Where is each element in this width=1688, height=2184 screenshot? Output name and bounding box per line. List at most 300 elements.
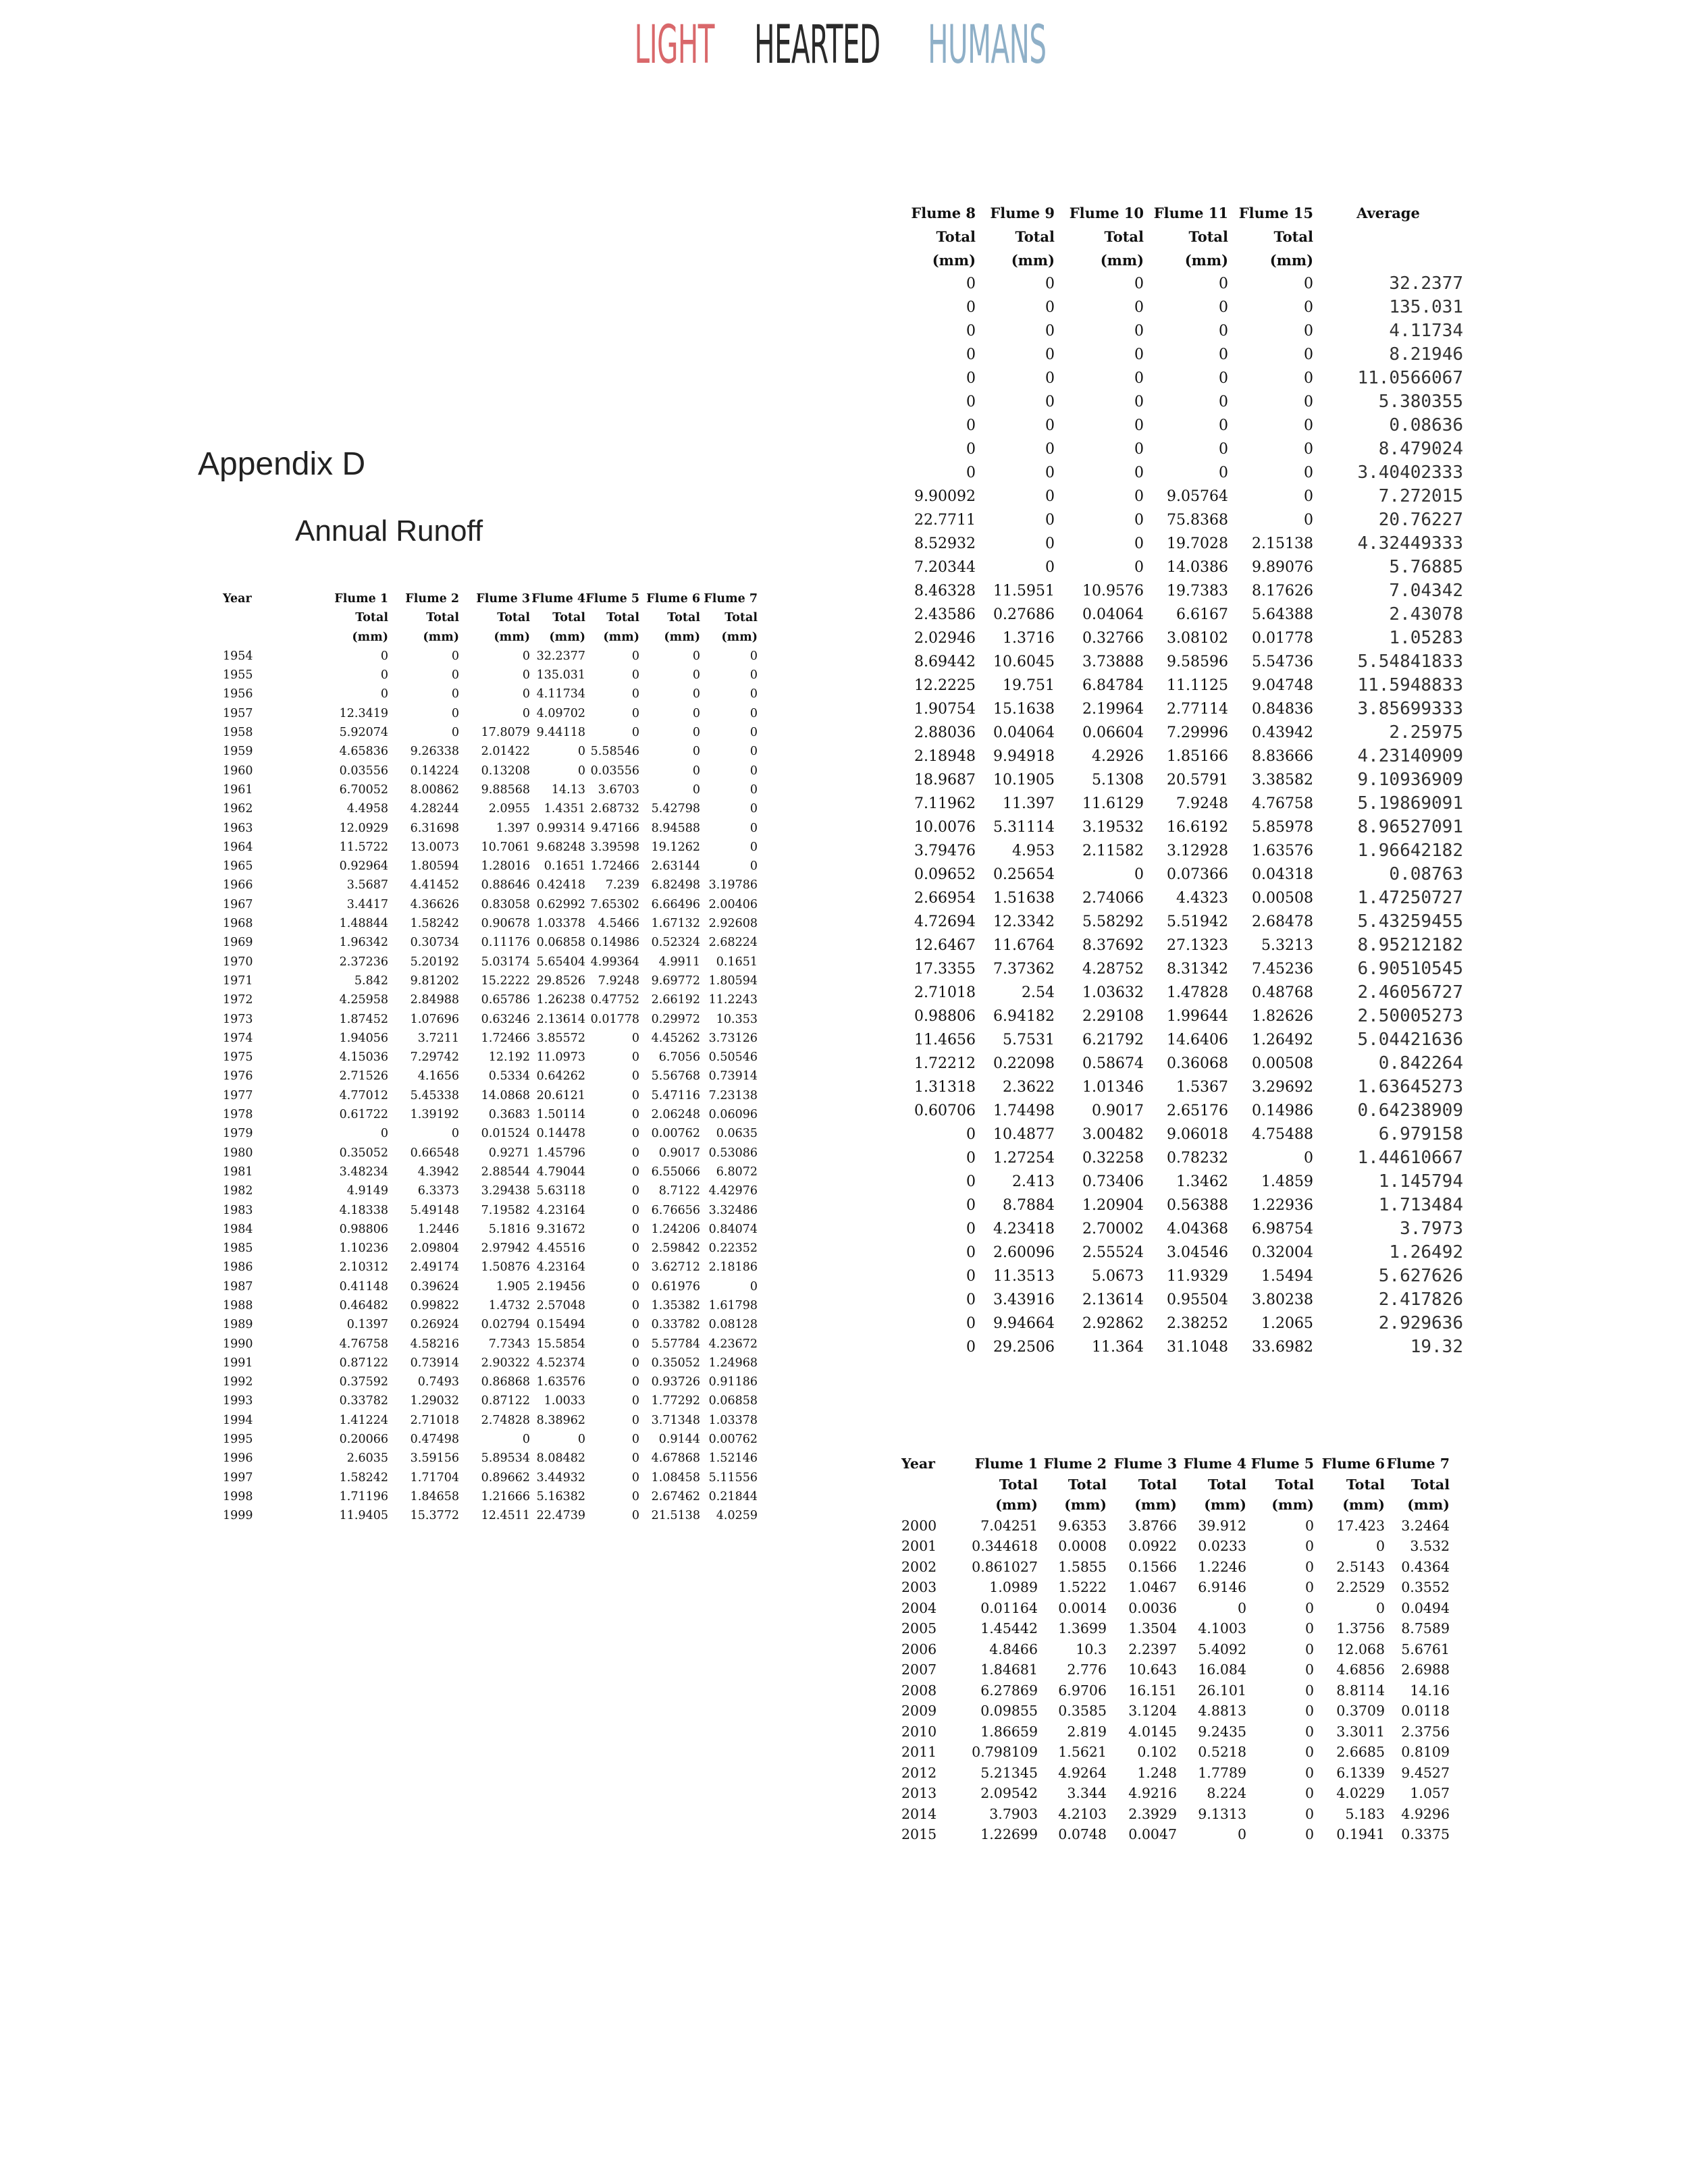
runoff-cell: 1.80594	[410, 859, 459, 874]
runoff-cell: 0.29972	[651, 1012, 700, 1026]
average-cell: 6.979158	[1378, 1124, 1463, 1144]
runoff-cell: 0	[631, 1451, 639, 1466]
runoff-cell: 2.90322	[481, 1356, 530, 1370]
runoff-cell: 0.52324	[651, 936, 700, 950]
runoff-cell: 0	[966, 1150, 976, 1167]
runoff-cell: 3.38582	[1252, 772, 1313, 789]
table-row	[223, 666, 758, 685]
table-row	[223, 1468, 758, 1487]
runoff-cell: 0	[631, 649, 639, 663]
column-header: Year	[901, 1456, 935, 1472]
runoff-cell: 5.842	[354, 974, 388, 988]
runoff-cell: 0.73406	[1082, 1173, 1144, 1190]
runoff-cell: 1.63576	[1252, 843, 1313, 859]
runoff-cell: 0	[1304, 1723, 1314, 1740]
runoff-cell: 0.0118	[1401, 1703, 1450, 1719]
runoff-cell: 1.27254	[993, 1150, 1055, 1167]
runoff-cell: 5.183	[1345, 1805, 1385, 1822]
runoff-cell: 1.41224	[339, 1413, 388, 1427]
runoff-cell: 5.47116	[651, 1088, 700, 1102]
runoff-cell: 0	[966, 1126, 976, 1143]
table-row	[891, 437, 1463, 461]
year-cell: 1960	[223, 764, 253, 778]
table-row	[223, 762, 758, 780]
runoff-cell: 0.78232	[1167, 1150, 1228, 1167]
runoff-cell: 0	[1237, 1826, 1246, 1842]
runoff-cell: 0	[522, 687, 530, 701]
runoff-cell: 0.99822	[410, 1298, 459, 1312]
table-row	[223, 1220, 758, 1239]
column-header: Flume 5	[585, 592, 639, 606]
year-cell: 1963	[223, 821, 253, 835]
runoff-cell: 0.06858	[536, 936, 585, 950]
table-row	[223, 1010, 758, 1029]
runoff-cell: 0.90678	[481, 917, 530, 931]
runoff-cell: 0.98806	[339, 1222, 388, 1236]
runoff-cell: 20.5791	[1167, 772, 1228, 789]
runoff-cell: 8.7122	[658, 1184, 700, 1198]
runoff-cell: 2.77114	[1167, 701, 1228, 718]
runoff-cell: 2.00406	[708, 897, 758, 911]
runoff-cell: 5.85978	[1252, 819, 1313, 836]
runoff-cell: 19.7383	[1167, 583, 1228, 600]
runoff-cell: 3.71348	[651, 1413, 700, 1427]
runoff-cell: 0	[1134, 394, 1144, 410]
average-cell: 8.96527091	[1357, 817, 1463, 837]
runoff-cell: 0.3375	[1401, 1826, 1450, 1842]
runoff-cell: 3.73888	[1082, 654, 1144, 670]
runoff-cell: 0.00508	[1252, 890, 1313, 907]
runoff-cell: 3.39598	[590, 840, 639, 854]
column-header: Total	[1273, 228, 1313, 245]
table-row	[891, 319, 1463, 343]
average-cell: 7.272015	[1378, 486, 1463, 506]
runoff-cell: 0	[631, 1088, 639, 1102]
runoff-cell: 0	[631, 1298, 639, 1312]
runoff-cell: 1.03632	[1082, 984, 1144, 1001]
average-cell: 5.19869091	[1357, 793, 1463, 814]
runoff-cell: 0.87122	[481, 1394, 530, 1408]
table-row	[223, 1029, 758, 1048]
runoff-cell: 0.33782	[651, 1318, 700, 1332]
runoff-cell: 9.44118	[536, 726, 585, 740]
runoff-cell: 2.3929	[1128, 1805, 1177, 1822]
year-cell: 1991	[223, 1356, 253, 1370]
runoff-cell: 7.19582	[481, 1203, 530, 1217]
runoff-cell: 0	[1134, 417, 1144, 434]
column-header: (mm)	[1184, 252, 1228, 269]
average-cell: 11.5948833	[1357, 675, 1463, 695]
runoff-cell: 0.84074	[708, 1222, 758, 1236]
year-cell: 1974	[223, 1031, 253, 1045]
average-cell: 1.96642182	[1357, 841, 1463, 861]
runoff-table-2000-2015	[901, 1454, 1450, 1845]
column-header: Average	[1356, 205, 1420, 221]
runoff-cell: 0	[1304, 512, 1313, 529]
runoff-cell: 0	[1134, 441, 1144, 458]
runoff-cell: 5.16382	[536, 1489, 585, 1503]
average-cell: 2.50005273	[1357, 1006, 1463, 1026]
runoff-cell: 0.0635	[716, 1127, 758, 1141]
year-cell: 2007	[901, 1661, 937, 1678]
average-cell: 11.0566067	[1357, 368, 1463, 388]
runoff-cell: 1.10236	[339, 1242, 388, 1256]
runoff-cell: 9.89076	[1252, 559, 1313, 576]
runoff-cell: 5.1816	[488, 1222, 530, 1236]
table-row	[891, 816, 1463, 839]
runoff-cell: 0	[1134, 559, 1144, 576]
runoff-cell: 2.0955	[488, 802, 530, 816]
runoff-cell: 0	[966, 1244, 976, 1261]
column-header	[223, 628, 304, 647]
runoff-cell: 39.912	[1198, 1517, 1246, 1534]
runoff-cell: 4.8466	[989, 1641, 1038, 1657]
runoff-cell: 0	[1045, 464, 1055, 481]
average-cell: 0.64238909	[1357, 1100, 1463, 1121]
runoff-cell: 0	[631, 687, 639, 701]
runoff-cell: 9.47166	[590, 821, 639, 835]
runoff-cell: 2.5143	[1336, 1558, 1385, 1575]
runoff-cell: 5.92074	[339, 726, 388, 740]
runoff-cell: 3.6703	[598, 782, 639, 797]
runoff-cell: 1.20904	[1082, 1197, 1144, 1214]
average-cell: 2.25975	[1389, 722, 1463, 743]
runoff-cell: 9.26338	[410, 745, 459, 759]
runoff-cell: 0	[631, 1260, 639, 1275]
runoff-cell: 0.861027	[972, 1558, 1038, 1575]
runoff-cell: 8.7589	[1401, 1620, 1450, 1636]
table-row	[891, 414, 1463, 437]
runoff-cell: 0	[1304, 370, 1313, 387]
column-header: Total	[1275, 1476, 1314, 1493]
runoff-cell: 0.04064	[1082, 606, 1144, 623]
runoff-cell: 22.4739	[536, 1509, 585, 1523]
year-cell: 1959	[223, 745, 253, 759]
year-cell: 2002	[901, 1558, 937, 1575]
runoff-cell: 11.5951	[993, 583, 1055, 600]
runoff-cell: 5.0673	[1092, 1268, 1144, 1285]
year-cell: 1977	[223, 1088, 253, 1102]
table-row	[223, 953, 758, 971]
runoff-cell: 0.53086	[708, 1146, 758, 1160]
runoff-cell: 2.38252	[1167, 1315, 1228, 1332]
runoff-cell: 2.15138	[1252, 535, 1313, 552]
runoff-cell: 0.93726	[651, 1375, 700, 1389]
average-cell: 1.47250727	[1357, 888, 1463, 908]
year-cell: 1975	[223, 1050, 253, 1065]
runoff-cell: 4.76758	[1252, 795, 1313, 812]
year-cell: 1973	[223, 1012, 253, 1026]
runoff-cell: 4.28244	[410, 802, 459, 816]
runoff-cell: 1.2446	[417, 1222, 459, 1236]
table-row	[901, 1516, 1450, 1537]
year-cell: 2003	[901, 1579, 937, 1595]
runoff-cell: 2.70002	[1082, 1221, 1144, 1237]
runoff-cell: 0.22098	[993, 1055, 1055, 1072]
runoff-cell: 9.04748	[1252, 677, 1313, 694]
runoff-cell: 9.06018	[1167, 1126, 1228, 1143]
runoff-cell: 8.52932	[914, 535, 976, 552]
table-row	[891, 367, 1463, 390]
runoff-cell: 1.3716	[1003, 630, 1055, 647]
runoff-cell: 0	[451, 649, 459, 663]
header-row	[223, 589, 758, 608]
runoff-cell: 1.5855	[1058, 1558, 1107, 1575]
runoff-cell: 0.01164	[980, 1599, 1038, 1616]
runoff-cell: 1.87452	[339, 1012, 388, 1026]
runoff-cell: 0.0036	[1128, 1599, 1177, 1616]
average-cell: 0.08636	[1389, 415, 1463, 435]
table-row	[891, 1312, 1463, 1335]
table-row	[891, 485, 1463, 508]
runoff-cell: 1.72466	[481, 1031, 530, 1045]
runoff-cell: 0	[451, 726, 459, 740]
runoff-cell: 0	[1304, 1826, 1314, 1842]
table-row	[891, 603, 1463, 627]
column-header: Flume 1	[974, 1456, 1038, 1472]
year-cell: 2014	[901, 1805, 937, 1822]
runoff-cell: 0.88646	[481, 878, 530, 893]
runoff-cell: 15.3772	[410, 1509, 459, 1523]
table-row	[223, 819, 758, 838]
runoff-cell: 12.192	[488, 1050, 530, 1065]
year-cell: 2005	[901, 1620, 937, 1636]
runoff-cell: 135.031	[536, 668, 585, 683]
runoff-cell: 1.90754	[914, 701, 976, 718]
runoff-cell: 0	[631, 1184, 639, 1198]
table-row	[223, 685, 758, 703]
year-cell: 2015	[901, 1826, 937, 1842]
runoff-cell: 0	[1304, 275, 1313, 292]
column-header	[901, 1495, 957, 1516]
runoff-cell: 0	[966, 370, 976, 387]
runoff-cell: 4.41452	[410, 878, 459, 893]
runoff-cell: 0	[1134, 323, 1144, 340]
table-row	[891, 272, 1463, 296]
runoff-cell: 0	[631, 1375, 639, 1389]
runoff-cell: 0.47498	[410, 1433, 459, 1447]
runoff-cell: 5.58546	[590, 745, 639, 759]
section-subtitle: Annual Runoff	[295, 514, 483, 548]
runoff-cell: 0	[1219, 441, 1228, 458]
runoff-cell: 2.68478	[1252, 913, 1313, 930]
runoff-cell: 0	[631, 1242, 639, 1256]
runoff-cell: 0.32766	[1082, 630, 1144, 647]
average-cell: 8.95212182	[1357, 935, 1463, 955]
year-cell: 1968	[223, 917, 253, 931]
runoff-cell: 2.74828	[481, 1413, 530, 1427]
runoff-cell: 0.06096	[708, 1108, 758, 1122]
runoff-cell: 5.4092	[1198, 1641, 1246, 1657]
table-row	[901, 1618, 1450, 1639]
runoff-cell: 0.61976	[651, 1279, 700, 1294]
runoff-cell: 0	[749, 745, 758, 759]
runoff-cell: 4.9216	[1128, 1785, 1177, 1801]
table-row	[891, 1075, 1463, 1099]
runoff-cell: 0	[692, 745, 700, 759]
runoff-cell: 3.79476	[914, 843, 976, 859]
table-row	[223, 799, 758, 818]
column-header: (mm)	[1064, 1497, 1107, 1513]
runoff-cell: 0	[1134, 370, 1144, 387]
year-cell: 1957	[223, 706, 253, 720]
runoff-cell: 0.35052	[339, 1146, 388, 1160]
year-cell: 1980	[223, 1146, 253, 1160]
runoff-cell: 11.0973	[536, 1050, 585, 1065]
runoff-cell: 4.9911	[658, 955, 700, 969]
runoff-cell: 0	[749, 802, 758, 816]
runoff-cell: 3.19786	[708, 878, 758, 893]
runoff-cell: 6.31698	[410, 821, 459, 835]
runoff-cell: 0.1651	[716, 955, 758, 969]
table-row	[223, 1201, 758, 1220]
runoff-cell: 10.353	[716, 1012, 758, 1026]
runoff-cell: 0	[380, 649, 388, 663]
average-cell: 2.43078	[1389, 604, 1463, 624]
table-row	[223, 1449, 758, 1468]
column-header: Flume 8	[911, 205, 976, 221]
table-row	[891, 886, 1463, 910]
column-header: (mm)	[549, 630, 585, 644]
table-row	[223, 1487, 758, 1506]
runoff-cell: 0	[1304, 1558, 1314, 1575]
column-header: (mm)	[932, 252, 976, 269]
runoff-cell: 0	[522, 649, 530, 663]
runoff-cell: 0.13208	[481, 764, 530, 778]
column-header: Flume 3	[476, 592, 530, 606]
average-cell: 1.44610667	[1357, 1148, 1463, 1168]
year-cell: 2000	[901, 1517, 937, 1534]
runoff-cell: 0.07366	[1167, 866, 1228, 883]
runoff-cell: 0	[1219, 275, 1228, 292]
column-header: Total	[497, 611, 530, 625]
table-row	[891, 721, 1463, 745]
runoff-cell: 0.36068	[1167, 1055, 1228, 1072]
runoff-cell: 22.7711	[914, 512, 976, 529]
runoff-cell: 0.20066	[339, 1433, 388, 1447]
runoff-cell: 11.6764	[993, 937, 1055, 954]
runoff-cell: 10.9576	[1082, 583, 1144, 600]
runoff-cell: 0	[1304, 394, 1313, 410]
table-row	[223, 1067, 758, 1086]
runoff-cell: 0	[966, 1173, 976, 1190]
header-row	[901, 1495, 1450, 1516]
runoff-cell: 4.77012	[339, 1088, 388, 1102]
table-row	[223, 1258, 758, 1277]
runoff-cell: 15.2222	[481, 974, 530, 988]
runoff-cell: 1.26492	[1252, 1032, 1313, 1048]
column-header: (mm)	[494, 630, 530, 644]
runoff-cell: 0.43942	[1252, 724, 1313, 741]
runoff-cell: 13.0073	[410, 840, 459, 854]
table-row	[223, 704, 758, 723]
table-row	[901, 1577, 1450, 1598]
runoff-cell: 14.0868	[481, 1088, 530, 1102]
column-header: Flume 2	[405, 592, 459, 606]
runoff-cell: 0.14986	[590, 936, 639, 950]
runoff-cell: 3.4417	[346, 897, 388, 911]
runoff-cell: 10.3	[1076, 1641, 1107, 1657]
runoff-table-flumes-8-15-average	[891, 201, 1463, 1359]
runoff-cell: 5.21345	[980, 1764, 1038, 1781]
runoff-cell: 4.6856	[1336, 1661, 1385, 1678]
runoff-cell: 5.56768	[651, 1069, 700, 1084]
runoff-cell: 0	[749, 840, 758, 854]
runoff-cell: 0	[749, 821, 758, 835]
runoff-cell: 4.4323	[1176, 890, 1228, 907]
runoff-cell: 3.44932	[536, 1470, 585, 1485]
runoff-cell: 5.6761	[1401, 1641, 1450, 1657]
runoff-cell: 0	[1134, 488, 1144, 505]
runoff-cell: 2.13614	[1082, 1291, 1144, 1308]
runoff-cell: 4.23672	[708, 1337, 758, 1351]
runoff-cell: 7.37362	[993, 961, 1055, 978]
table-row	[891, 1123, 1463, 1146]
column-header: Flume 9	[990, 205, 1055, 221]
runoff-cell: 0.62992	[536, 897, 585, 911]
runoff-cell: 1.58242	[339, 1470, 388, 1485]
year-cell: 1955	[223, 668, 253, 683]
runoff-cell: 5.03174	[481, 955, 530, 969]
runoff-cell: 0	[1045, 275, 1055, 292]
runoff-cell: 2.3622	[1003, 1079, 1055, 1096]
table-row	[891, 863, 1463, 886]
runoff-cell: 10.643	[1128, 1661, 1177, 1678]
year-cell: 1967	[223, 897, 253, 911]
runoff-cell: 9.6353	[1058, 1517, 1107, 1534]
runoff-cell: 0	[631, 1165, 639, 1179]
runoff-cell: 0.46482	[339, 1298, 388, 1312]
table-row	[891, 508, 1463, 532]
runoff-cell: 2.6988	[1401, 1661, 1450, 1678]
runoff-cell: 0.7493	[417, 1375, 459, 1389]
runoff-cell: 0	[1304, 464, 1313, 481]
runoff-cell: 0	[1304, 1682, 1314, 1699]
table-row	[891, 461, 1463, 485]
runoff-cell: 10.1905	[993, 772, 1055, 789]
year-cell: 1992	[223, 1375, 253, 1389]
runoff-cell: 9.90092	[914, 488, 976, 505]
runoff-cell: 0	[1219, 394, 1228, 410]
logo-part-hearted: HEARTED	[754, 15, 880, 76]
runoff-cell: 10.0076	[914, 819, 976, 836]
runoff-cell: 0	[631, 668, 639, 683]
column-header	[901, 1474, 957, 1495]
runoff-cell: 11.9405	[339, 1509, 388, 1523]
table-row	[223, 1048, 758, 1067]
runoff-cell: 1.5222	[1058, 1579, 1107, 1595]
runoff-cell: 12.2225	[914, 677, 976, 694]
year-cell: 1984	[223, 1222, 253, 1236]
runoff-cell: 4.72694	[914, 913, 976, 930]
runoff-cell: 0	[451, 1127, 459, 1141]
runoff-cell: 1.67132	[651, 917, 700, 931]
column-header: (mm)	[1342, 1497, 1385, 1513]
runoff-cell: 1.5621	[1058, 1744, 1107, 1760]
runoff-cell: 1.99644	[1167, 1008, 1228, 1025]
runoff-cell: 2.2529	[1336, 1579, 1385, 1595]
runoff-cell: 2.11582	[1082, 843, 1144, 859]
table-row	[901, 1783, 1450, 1804]
runoff-cell: 2.67462	[651, 1489, 700, 1503]
runoff-cell: 11.3513	[993, 1268, 1055, 1285]
runoff-cell: 2.819	[1067, 1723, 1107, 1740]
runoff-cell: 2.55524	[1082, 1244, 1144, 1261]
runoff-cell: 0.9017	[658, 1146, 700, 1160]
runoff-cell: 0.50546	[708, 1050, 758, 1065]
runoff-cell: 4.76758	[339, 1337, 388, 1351]
runoff-cell: 1.50876	[481, 1260, 530, 1275]
